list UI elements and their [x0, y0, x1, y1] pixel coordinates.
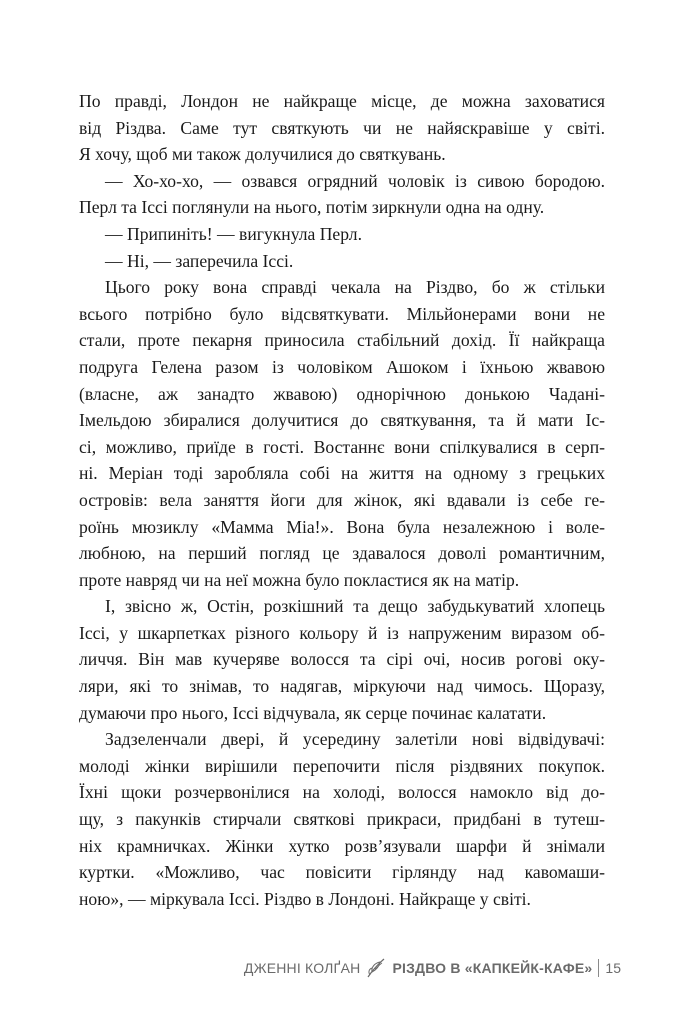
running-footer — [244, 956, 621, 980]
text-line: Імельдою збиралися долучитися до святкування, та й мати Іс- — [79, 410, 605, 431]
text-line: думаючи про нього, Іссі відчувала, як серце починає калатати. — [79, 702, 547, 723]
paragraph — [79, 593, 605, 726]
text-line: подруга Гелена разом із чоловіком Ашоком і їхньою жвавою — [79, 356, 605, 377]
paragraph — [79, 88, 605, 168]
text-line: стали, проте пекарня приносила стабільний дохід. Її найкраща — [79, 330, 605, 351]
page-number: 15 — [605, 960, 621, 976]
paragraph — [79, 221, 605, 248]
text-line: Задзеленчали двері, й усередину залетіли нові відвідувачі: — [105, 729, 605, 750]
text-line: куртки. «Можливо, час повісити гірлянду над кавомаши- — [79, 862, 605, 883]
text-line: щу, з пакунків стирчали святкові прикраси, придбані в тутеш- — [79, 809, 605, 830]
text-line: ляри, які то знімав, то надягав, міркуючи над чимось. Щоразу, — [79, 676, 605, 697]
text-line: І, звісно ж, Остін, розкішний та дещо забудькуватий хлопець — [105, 596, 605, 617]
text-line: сі, можливо, приїде в гості. Востаннє вони спілкувалися в серп- — [79, 436, 605, 457]
text-line: ніх крамничках. Жінки хутко розв’язували шарфи й знімали — [79, 835, 605, 856]
text-line: проте навряд чи на неї можна було покластися як на матір. — [79, 569, 520, 590]
text-line: Цього року вона справді чекала на Різдво, бо ж стільки — [105, 277, 605, 298]
text-line: — Хо-хо-хо, — озвався огрядний чоловік із сивою бородою. — [105, 170, 605, 191]
text-line: Іссі, у шкарпетках різного кольору й із напруженим виразом об- — [79, 622, 605, 643]
text-line: Їхні щоки розчервонілися на холоді, волосся намокло від до- — [79, 782, 605, 803]
paragraph — [79, 248, 605, 275]
text-line: роїнь мюзиклу «Мамма Міа!». Вона була незалежною і воле- — [79, 516, 605, 537]
footer-author: ДЖЕННІ КОЛҐАН — [243, 960, 361, 976]
text-line: всього потрібно було відсвяткувати. Мільйонерами вони не — [79, 303, 605, 324]
text-line: ні. Меріан тоді заробляла собі на життя на одному з грецьких — [79, 463, 605, 484]
paragraph — [79, 274, 605, 593]
text-line: По правді, Лондон не найкраще місце, де можна заховатися — [79, 91, 605, 111]
text-line: островів: вела заняття йоги для жінок, які вдавали із себе ге- — [79, 489, 605, 510]
text-line: Перл та Іссі поглянули на нього, потім зиркнули одна на одну. — [79, 197, 545, 218]
text-line: любною, на перший погляд це здавалося доволі романтичним, — [79, 543, 605, 564]
paragraph — [79, 726, 605, 912]
text-line: ною», — міркувала Іссі. Різдво в Лондоні. Найкраще у світі. — [79, 888, 531, 909]
page-body — [79, 88, 605, 912]
leaf-ornament-icon — [366, 957, 386, 979]
text-line: — Ні, — заперечила Іссі. — [105, 250, 294, 271]
text-line: молоді жінки вирішили перепочити після різдвяних покупок. — [79, 755, 605, 776]
text-line: личчя. Він мав кучеряве волосся та сірі очі, носив рогові оку- — [79, 649, 605, 670]
text-line: — Припиніть! — вигукнула Перл. — [105, 223, 362, 244]
footer-book-title: РІЗДВО В «КАПКЕЙК-КАФЕ» — [392, 960, 593, 976]
text-line: (власне, аж занадто жвавою) однорічною донькою Чадані- — [79, 383, 605, 404]
paragraph — [79, 168, 605, 221]
text-line: Я хочу, щоб ми також долучилися до святкувань. — [79, 144, 446, 165]
footer-separator — [598, 959, 599, 977]
text-line: від Різдва. Саме тут святкують чи не найяскравіше у світі. — [79, 117, 605, 138]
